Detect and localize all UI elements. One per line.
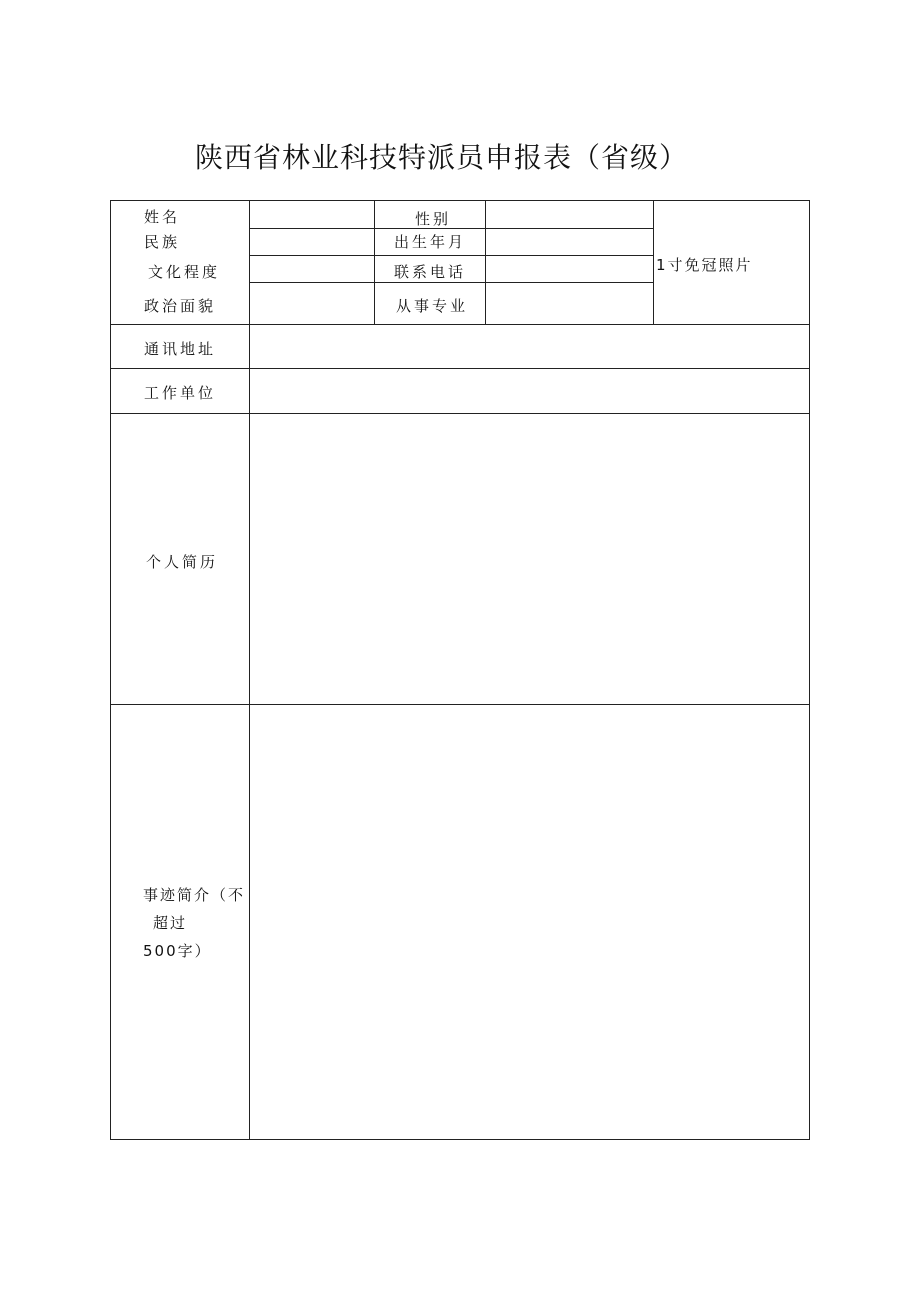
phone-label: 联系电话: [394, 263, 467, 281]
gender-label: 性别: [415, 210, 452, 228]
deeds-label-line3: 500字）: [143, 942, 212, 960]
workplace-field[interactable]: [250, 369, 809, 413]
table-border-bottom: [110, 1139, 810, 1140]
deeds-field[interactable]: [250, 705, 809, 1139]
ethnicity-field[interactable]: [250, 229, 374, 255]
birth-label: 出生年月: [394, 233, 467, 251]
deeds-label: [143, 881, 245, 965]
birth-field[interactable]: [486, 229, 653, 255]
specialty-label: 从事专业: [396, 297, 469, 315]
table-border-right: [809, 200, 810, 1140]
col-divider-mid: [374, 200, 375, 324]
photo-box[interactable]: [654, 201, 809, 324]
specialty-field[interactable]: [486, 283, 653, 324]
political-label: 政治面貌: [144, 297, 217, 315]
deeds-label-line2: 超过: [153, 914, 188, 932]
resume-label: 个人简历: [146, 553, 219, 571]
address-label: 通讯地址: [144, 340, 217, 358]
form-title: 陕西省林业科技特派员申报表（省级）: [195, 141, 689, 174]
deeds-label-line1: 事迹简介（不: [143, 886, 246, 904]
political-field[interactable]: [250, 283, 374, 324]
gender-field[interactable]: [486, 201, 653, 228]
education-label: 文化程度: [148, 263, 221, 281]
name-field[interactable]: [250, 201, 374, 228]
address-field[interactable]: [250, 325, 809, 368]
table-border-left: [110, 200, 111, 1140]
education-field[interactable]: [250, 256, 374, 282]
name-label: 姓名: [144, 208, 181, 226]
ethnicity-label: 民族: [144, 233, 181, 251]
resume-field[interactable]: [250, 414, 809, 704]
phone-field[interactable]: [486, 256, 653, 282]
photo-placeholder-label: 1寸免冠照片: [656, 256, 753, 274]
application-form-table: [110, 200, 810, 1140]
workplace-label: 工作单位: [144, 384, 217, 402]
